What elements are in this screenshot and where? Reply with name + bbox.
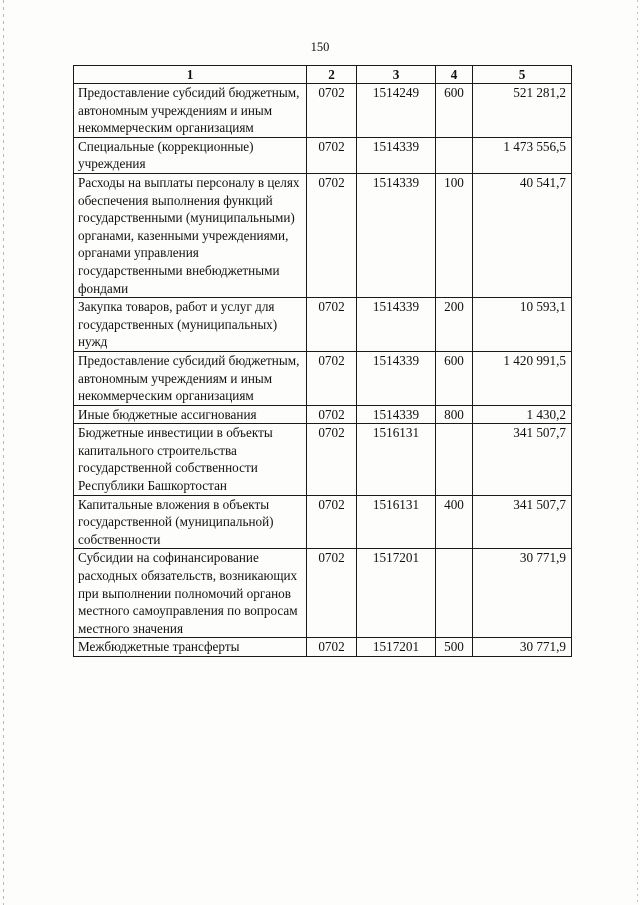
table-row — [74, 173, 572, 297]
row-amount: 521 281,2 — [473, 84, 572, 138]
row-section: 0702 — [307, 173, 357, 297]
row-section: 0702 — [307, 84, 357, 138]
row-amount: 1 430,2 — [473, 405, 572, 424]
row-article: 1514339 — [357, 298, 436, 352]
row-name: Расходы на выплаты персоналу в целях обеспечения выполнения функций государственными (муниципальными) органами, казенными учреждениями, органами управления государственными внебюджетными фондами — [74, 173, 307, 297]
row-section: 0702 — [307, 405, 357, 424]
row-amount: 40 541,7 — [473, 173, 572, 297]
row-type — [436, 424, 473, 495]
table-row — [74, 298, 572, 352]
row-name: Предоставление субсидий бюджетным, автономным учреждениям и иным некоммерческим организациям — [74, 84, 307, 138]
scan-edge-right — [637, 0, 638, 905]
row-article: 1514249 — [357, 84, 436, 138]
row-type: 500 — [436, 638, 473, 657]
row-amount: 10 593,1 — [473, 298, 572, 352]
table-row — [74, 424, 572, 495]
row-section: 0702 — [307, 298, 357, 352]
header-col-2: 2 — [307, 66, 357, 84]
row-name: Межбюджетные трансферты — [74, 638, 307, 657]
row-amount: 341 507,7 — [473, 424, 572, 495]
row-amount: 30 771,9 — [473, 638, 572, 657]
row-article: 1514339 — [357, 405, 436, 424]
table-row — [74, 405, 572, 424]
row-type: 100 — [436, 173, 473, 297]
row-name: Предоставление субсидий бюджетным, автономным учреждениям и иным некоммерческим организациям — [74, 351, 307, 405]
row-article: 1516131 — [357, 424, 436, 495]
row-name: Закупка товаров, работ и услуг для государственных (муниципальных) нужд — [74, 298, 307, 352]
row-section: 0702 — [307, 424, 357, 495]
table-header-row — [74, 66, 572, 84]
row-name: Специальные (коррекционные) учреждения — [74, 137, 307, 173]
budget-table — [73, 65, 572, 657]
row-type — [436, 137, 473, 173]
page-number: 150 — [310, 40, 330, 54]
row-article: 1516131 — [357, 495, 436, 549]
header-col-5: 5 — [473, 66, 572, 84]
row-article: 1517201 — [357, 638, 436, 657]
row-article: 1514339 — [357, 173, 436, 297]
row-amount: 341 507,7 — [473, 495, 572, 549]
row-amount: 1 420 991,5 — [473, 351, 572, 405]
row-article: 1514339 — [357, 137, 436, 173]
row-section: 0702 — [307, 638, 357, 657]
row-article: 1514339 — [357, 351, 436, 405]
scan-edge-left — [3, 0, 4, 905]
row-article: 1517201 — [357, 549, 436, 638]
row-section: 0702 — [307, 495, 357, 549]
row-type: 800 — [436, 405, 473, 424]
row-type: 200 — [436, 298, 473, 352]
row-name: Капитальные вложения в объекты государственной (муниципальной) собственности — [74, 495, 307, 549]
row-name: Бюджетные инвестиции в объекты капитального строительства государственной собственности Республики Башкортостан — [74, 424, 307, 495]
header-col-4: 4 — [436, 66, 473, 84]
row-section: 0702 — [307, 351, 357, 405]
row-section: 0702 — [307, 549, 357, 638]
row-type: 600 — [436, 351, 473, 405]
table-row — [74, 495, 572, 549]
row-type — [436, 549, 473, 638]
row-type: 400 — [436, 495, 473, 549]
table-row — [74, 549, 572, 638]
row-name: Иные бюджетные ассигнования — [74, 405, 307, 424]
table-row — [74, 84, 572, 138]
header-col-3: 3 — [357, 66, 436, 84]
table-row — [74, 638, 572, 657]
row-type: 600 — [436, 84, 473, 138]
row-section: 0702 — [307, 137, 357, 173]
header-col-1: 1 — [74, 66, 307, 84]
row-name: Субсидии на софинансирование расходных обязательств, возникающих при выполнении полномочий органов местного самоуправления по вопросам местного значения — [74, 549, 307, 638]
row-amount: 1 473 556,5 — [473, 137, 572, 173]
table-row — [74, 351, 572, 405]
table-row — [74, 137, 572, 173]
row-amount: 30 771,9 — [473, 549, 572, 638]
